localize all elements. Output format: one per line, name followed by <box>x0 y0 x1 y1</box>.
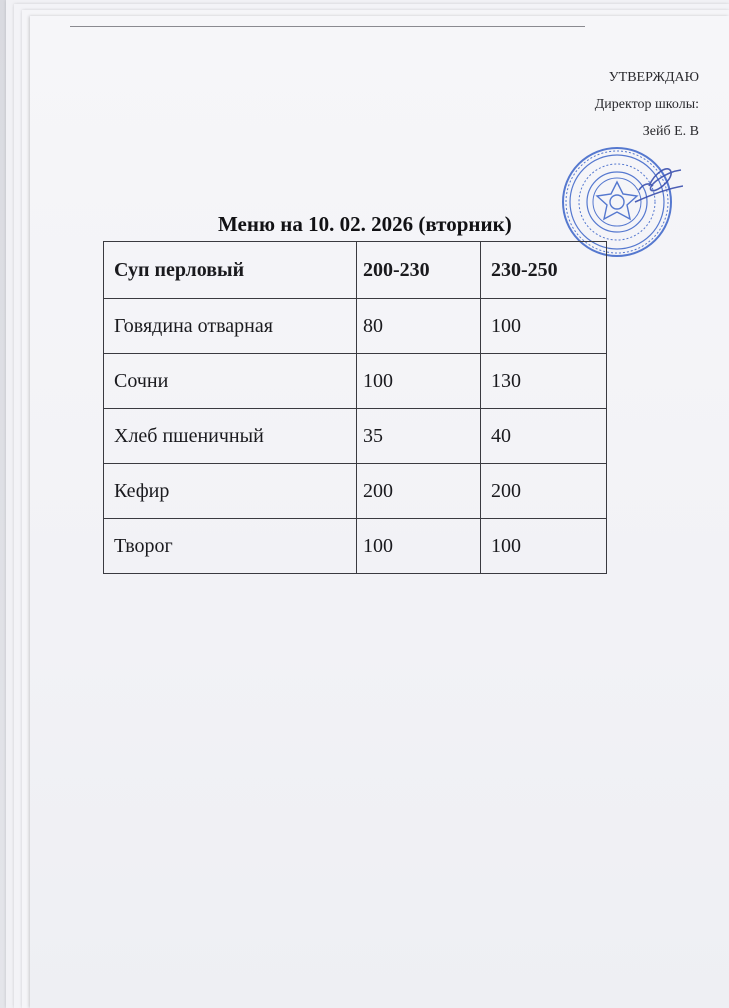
approval-block <box>595 64 699 145</box>
table-row <box>104 464 607 519</box>
approval-position: Директор школы: <box>594 97 699 112</box>
portion-small: 80 <box>357 299 481 354</box>
table-row <box>104 354 607 409</box>
approval-heading: УТВЕРЖДАЮ <box>608 70 699 85</box>
dish-name: Хлеб пшеничный <box>104 409 357 464</box>
document-page <box>30 16 729 1008</box>
portion-large: 130 <box>481 354 607 409</box>
portion-large: 40 <box>481 409 607 464</box>
header-dish: Суп перловый <box>104 242 357 299</box>
table-row <box>104 409 607 464</box>
portion-small: 100 <box>357 354 481 409</box>
portion-large: 100 <box>481 299 607 354</box>
menu-title: Меню на 10. 02. 2026 (вторник) <box>218 212 512 236</box>
table-row <box>104 519 607 574</box>
header-portion-small: 200-230 <box>357 242 481 299</box>
portion-small: 200 <box>357 464 481 519</box>
dish-name: Сочни <box>104 354 357 409</box>
dish-name: Говядина отварная <box>104 299 357 354</box>
portion-small: 35 <box>357 409 481 464</box>
table-row <box>104 299 607 354</box>
menu-table <box>103 241 607 574</box>
top-rule <box>70 26 585 27</box>
table-header-row <box>104 242 607 299</box>
dish-name: Творог <box>104 519 357 574</box>
approval-name: Зейб Е. В <box>642 124 699 139</box>
header-portion-large: 230-250 <box>481 242 607 299</box>
portion-large: 100 <box>481 519 607 574</box>
portion-large: 200 <box>481 464 607 519</box>
dish-name: Кефир <box>104 464 357 519</box>
portion-small: 100 <box>357 519 481 574</box>
